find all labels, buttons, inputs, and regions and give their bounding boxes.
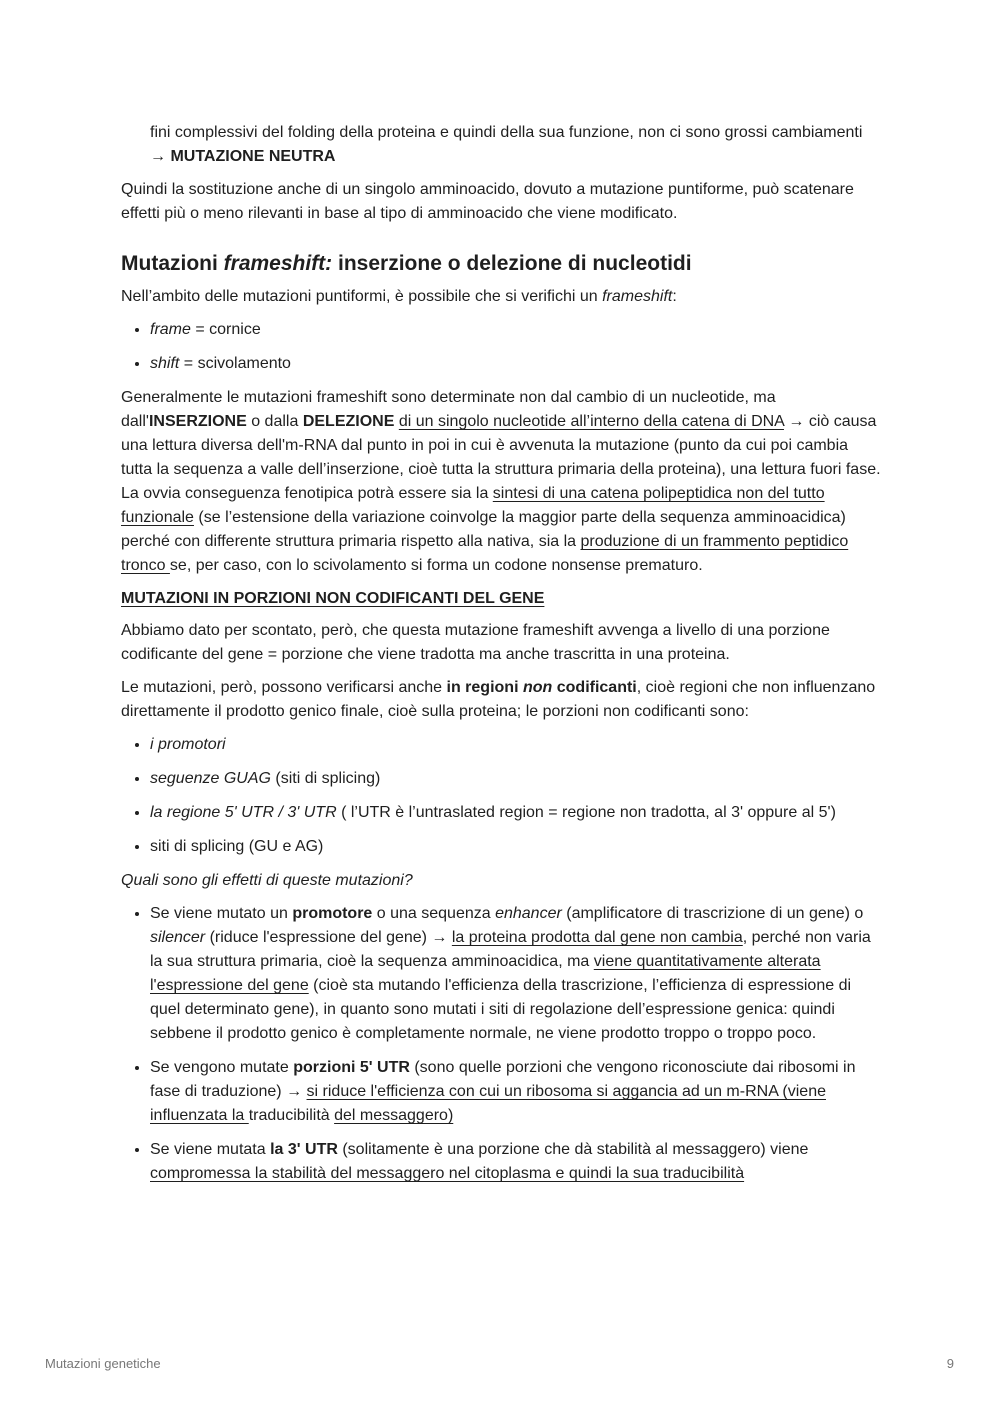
list-item — [150, 801, 881, 825]
list-item — [150, 767, 881, 791]
italic-text: seguenze GUAG — [150, 770, 271, 787]
paragraph-noncoding-regions — [121, 676, 881, 724]
underlined-text: compromessa la stabilità del messaggero nel citoplasma e quindi la sua traducibilità — [150, 1165, 745, 1182]
italic-text: la regione 5' UTR / 3' UTR — [150, 804, 337, 821]
list-item — [150, 318, 881, 342]
text-span: (siti di splicing) — [270, 770, 381, 787]
bold-text: la 3' UTR — [270, 1141, 338, 1158]
text-span: = cornice — [190, 321, 261, 338]
paragraph-coding-assumption: Abbiamo dato per scontato, però, che questa mutazione frameshift avvenga a livello di una porzione codificante del gene = porzione che viene tradotta ma anche trascritta in una proteina. — [121, 622, 830, 663]
text-span: Se viene mutato un — [150, 905, 293, 922]
list-item — [150, 733, 881, 757]
italic-text: i promotori — [150, 736, 226, 753]
text-span: , cioè regioni che non influenzano direttamente il prodotto genico finale, cioè sulla proteina; le porzioni non codificanti sono: — [121, 679, 876, 720]
heading-text: inserzione o delezione di nucleotidi — [332, 252, 692, 275]
italic-text: frameshift — [602, 288, 673, 305]
subheading-noncoding: MUTAZIONI IN PORZIONI NON CODIFICANTI DEL GENE — [121, 590, 545, 607]
text-span: o una sequenza — [372, 905, 496, 922]
list-item-3utr — [150, 1138, 881, 1186]
underlined-text: si riduce l'efficienza con cui un ribosoma si aggancia ad un m-RNA (viene influenzata la — [150, 1083, 826, 1124]
italic-text: silencer — [150, 929, 206, 946]
paragraph-effects-question — [121, 869, 881, 893]
text-span: traducibilità — [248, 1107, 335, 1124]
list-mutation-effects — [121, 902, 881, 1186]
italic-text: frame — [150, 321, 191, 338]
underlined-text: del messaggero) — [334, 1107, 454, 1124]
list-item — [150, 352, 881, 376]
text-span: → ciò causa una lettura diversa dell'm-RNA dal punto in poi in cui è avvenuta la mutazione (punto da cui poi cambia tutta la sequenza a valle dell’inserzione, cioè tutta la struttura primaria della proteina), una lettura fuori fase. La ovvia conseguenza fenotipica potrà essere sia la — [121, 413, 881, 502]
underlined-text: produzione di un frammento peptidico tronco — [121, 533, 849, 574]
text-span: o dalla — [246, 413, 303, 430]
footer-document-title: Mutazioni genetiche — [45, 1356, 161, 1371]
text-span: (amplificatore di trascrizione di un gene) o — [561, 905, 864, 922]
bold-text: INSERZIONE — [148, 413, 247, 430]
paragraph-frameshift-explanation — [121, 386, 881, 578]
text-span: siti di splicing (GU e AG) — [150, 838, 324, 855]
text-span: (riduce l'espressione del gene) → — [205, 929, 452, 946]
bold-text: porzioni 5' UTR — [293, 1059, 410, 1076]
text-span: ( l’UTR è l’untraslated region = regione non tradotta, al 3' oppure al 5') — [336, 804, 836, 821]
underlined-text: la proteina prodotta dal gene non cambia — [451, 929, 743, 946]
text-span: se, per caso, con lo scivolamento si forma un codone nonsense prematuro. — [169, 557, 703, 574]
footer-page-number: 9 — [946, 1356, 954, 1371]
text-span: (solitamente è una porzione che dà stabilità al messaggero) viene — [337, 1141, 809, 1158]
text-span: , perché non varia la sua struttura primaria, cioè la sequenza amminoacidica, ma — [150, 929, 871, 970]
text-span: (sono quelle porzioni che vengono riconosciute dai ribosomi in fase di traduzione) → — [150, 1059, 856, 1100]
underlined-text: di un singolo nucleotide all’interno della catena di DNA — [398, 413, 784, 430]
text-span: (se l’estensione della variazione coinvolge la maggior parte della sequenza amminoacidica) perché con differente struttura primaria rispetto alla nativa, sia la — [121, 509, 846, 550]
list-item — [150, 835, 881, 859]
text-span: Le mutazioni, però, possono verificarsi anche — [121, 679, 447, 696]
bold-text: DELEZIONE — [302, 413, 395, 430]
bold-italic-text: non — [522, 679, 553, 696]
section-heading-frameshift — [121, 250, 881, 278]
list-item-promoter — [150, 902, 881, 1046]
bold-span: codificanti — [552, 679, 637, 696]
list-frameshift-terms — [121, 318, 881, 376]
list-noncoding-regions — [121, 733, 881, 859]
heading-text: Mutazioni — [121, 252, 224, 275]
italic-text: Quali sono gli effetti di queste mutazioni? — [121, 872, 413, 889]
heading-italic: frameshift: — [223, 252, 333, 275]
underlined-text: sintesi di una catena polipeptidica non del tutto funzionale — [121, 485, 825, 526]
text-span: Nell’ambito delle mutazioni puntiformi, è possibile che si verifichi un — [121, 288, 603, 305]
page-content — [121, 121, 881, 1196]
text-span: (cioè sta mutando l'efficienza della trascrizione, l’efficienza di espressione di quel determinato gene), in quanto sono mutati i siti di regolazione dell’espressione genica: quindi sebbene il prodotto genico è completamente normale, ne viene prodotto troppo o troppo poco. — [150, 977, 852, 1042]
text-span: : — [672, 288, 677, 305]
paragraph-substitution: Quindi la sostituzione anche di un singolo amminoacido, dovuto a mutazione puntiforme, può scatenare effetti più o meno rilevanti in base al tipo di amminoacido che viene modificato. — [121, 181, 854, 222]
text-span: Se viene mutata — [150, 1141, 271, 1158]
underlined-text: viene quantitativamente alterata l'espressione del gene — [150, 953, 821, 994]
paragraph-frameshift-intro — [121, 285, 881, 309]
text-span: Generalmente le mutazioni frameshift sono determinate non dal cambio di un nucleotide, ma dall' — [121, 389, 776, 430]
paragraph-continuation — [150, 121, 881, 169]
italic-text: enhancer — [495, 905, 562, 922]
bold-span: in regioni — [446, 679, 523, 696]
bold-text — [447, 679, 637, 696]
list-item-5utr — [150, 1056, 881, 1128]
bold-text: promotore — [292, 905, 373, 922]
italic-text: shift — [150, 355, 180, 372]
text-span: = scivolamento — [179, 355, 291, 372]
text-span: fini complessivi del folding della proteina e quindi della sua funzione, non ci sono grossi cambiamenti → — [150, 124, 863, 165]
text-span: Se vengono mutate — [150, 1059, 294, 1076]
bold-text: MUTAZIONE NEUTRA — [170, 148, 336, 165]
